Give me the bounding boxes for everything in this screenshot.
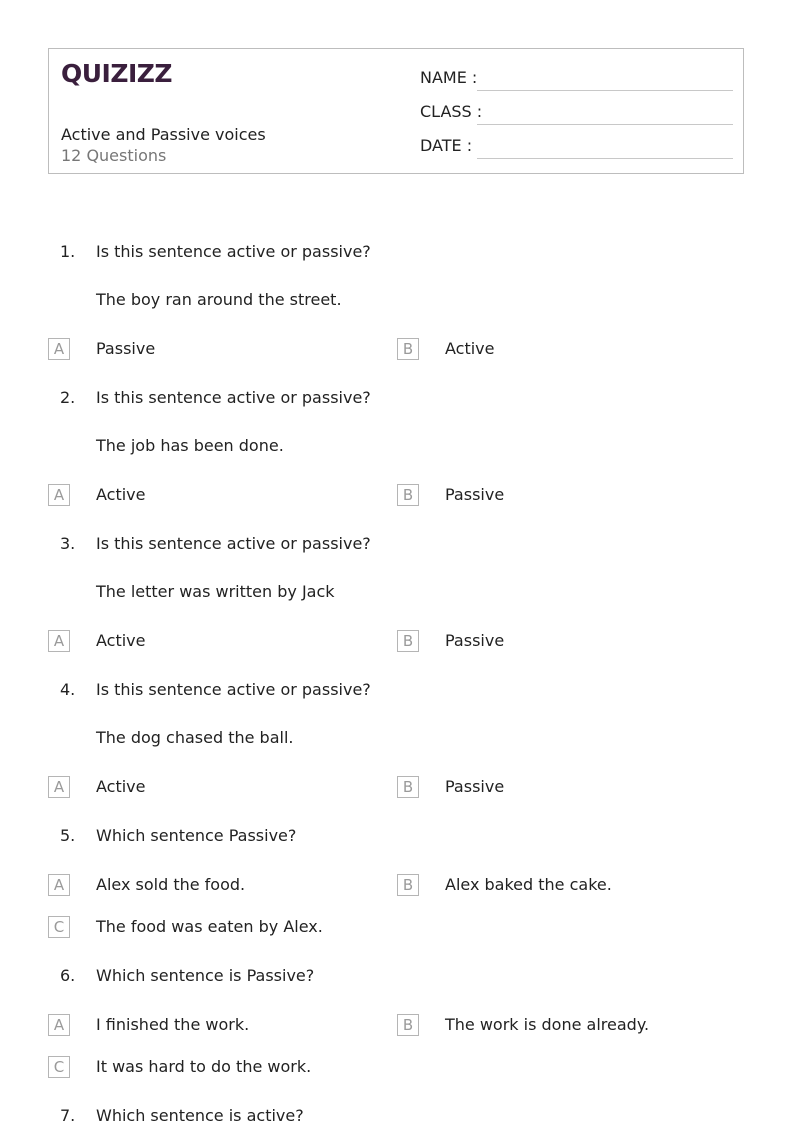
question-sentence: The boy ran around the street. [96, 290, 342, 309]
option-a-text: Alex sold the food. [96, 875, 246, 894]
question-number: 5. [60, 826, 76, 845]
class-line[interactable] [477, 124, 733, 125]
question-sentence: The letter was written by Jack [96, 582, 335, 601]
class-label: CLASS : [420, 102, 483, 121]
option-b-box[interactable]: B [397, 1014, 419, 1036]
option-b-text: Passive [445, 777, 505, 796]
name-label: NAME : [420, 68, 478, 87]
quizizz-logo: QUIZIZZ [61, 59, 173, 88]
question-text: Is this sentence active or passive? [96, 388, 371, 407]
question-text: Is this sentence active or passive? [96, 242, 371, 261]
question-text: Which sentence is active? [96, 1106, 304, 1125]
option-c-text: The food was eaten by Alex. [96, 917, 323, 936]
question-text: Which sentence is Passive? [96, 966, 315, 985]
option-a-text: Passive [96, 339, 156, 358]
question-text: Is this sentence active or passive? [96, 534, 371, 553]
question-number: 1. [60, 242, 76, 261]
option-b-box[interactable]: B [397, 484, 419, 506]
question-number: 2. [60, 388, 76, 407]
question-number: 7. [60, 1106, 76, 1125]
option-a-text: I finished the work. [96, 1015, 250, 1034]
question-text: Which sentence Passive? [96, 826, 297, 845]
option-b-text: Passive [445, 631, 505, 650]
date-label: DATE : [420, 136, 473, 155]
option-b-box[interactable]: B [397, 776, 419, 798]
worksheet-header [48, 48, 744, 174]
option-a-box[interactable]: A [48, 484, 70, 506]
question-count: 12 Questions [61, 146, 167, 165]
date-line[interactable] [477, 158, 733, 159]
option-a-text: Active [96, 485, 146, 504]
option-b-text: The work is done already. [445, 1015, 650, 1034]
option-b-text: Passive [445, 485, 505, 504]
option-c-box[interactable]: C [48, 1056, 70, 1078]
option-a-box[interactable]: A [48, 630, 70, 652]
option-a-box[interactable]: A [48, 776, 70, 798]
option-a-text: Active [96, 777, 146, 796]
question-sentence: The dog chased the ball. [96, 728, 294, 747]
question-sentence: The job has been done. [96, 436, 284, 455]
name-line[interactable] [477, 90, 733, 91]
worksheet-title: Active and Passive voices [61, 125, 266, 144]
option-b-box[interactable]: B [397, 338, 419, 360]
option-a-box[interactable]: A [48, 874, 70, 896]
option-c-text: It was hard to do the work. [96, 1057, 312, 1076]
question-text: Is this sentence active or passive? [96, 680, 371, 699]
option-a-box[interactable]: A [48, 338, 70, 360]
question-number: 3. [60, 534, 76, 553]
option-b-text: Active [445, 339, 495, 358]
option-b-box[interactable]: B [397, 874, 419, 896]
option-c-box[interactable]: C [48, 916, 70, 938]
question-number: 6. [60, 966, 76, 985]
option-b-text: Alex baked the cake. [445, 875, 612, 894]
option-b-box[interactable]: B [397, 630, 419, 652]
option-a-box[interactable]: A [48, 1014, 70, 1036]
question-number: 4. [60, 680, 76, 699]
option-a-text: Active [96, 631, 146, 650]
